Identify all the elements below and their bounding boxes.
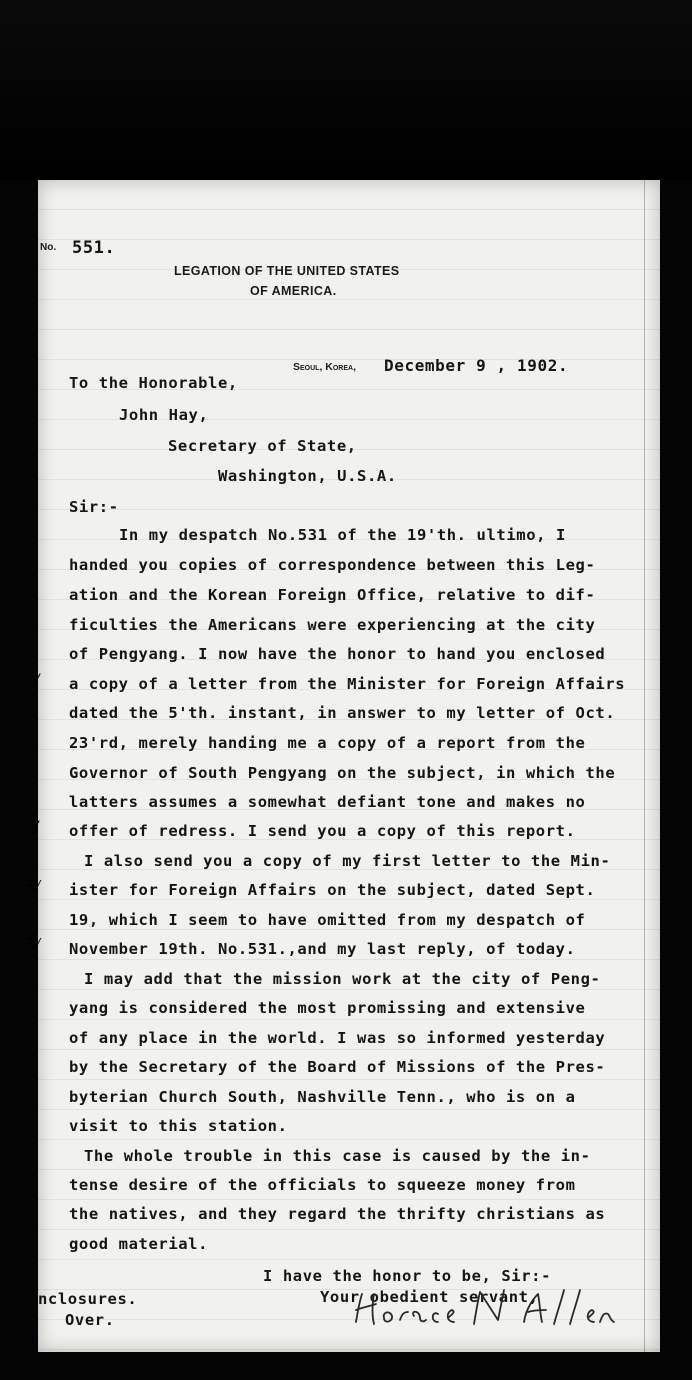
- body-line: by the Secretary of the Board of Missions of the Pres-: [69, 1058, 606, 1076]
- closing-line-1: I have the honor to be, Sir:-: [263, 1267, 552, 1285]
- body-line: the natives, and they regard the thrifty christians as: [69, 1205, 606, 1223]
- body-line: good material.: [69, 1235, 209, 1253]
- closing-line-2: Your obedient servant,: [320, 1288, 539, 1306]
- document-page: [38, 180, 660, 1352]
- legation-heading-line1: LEGATION OF THE UNITED STATES: [174, 264, 400, 278]
- body-line: dated the 5'th. instant, in answer to my letter of Oct.: [69, 704, 616, 722]
- right-margin-rule: [644, 180, 645, 1352]
- body-line: of Pengyang. I now have the honor to hand you enclosed: [69, 645, 606, 663]
- body-line: tense desire of the officials to squeeze money from: [69, 1176, 576, 1194]
- body-line: of any place in the world. I was so informed yesterday: [69, 1029, 606, 1047]
- margin-enclosure-mark: /: [33, 668, 40, 693]
- body-line: I also send you a copy of my first letter to the Min-: [84, 852, 611, 870]
- body-line: 19, which I seem to have omitted from my despatch of: [69, 911, 586, 929]
- handwritten-signature: [348, 1280, 618, 1340]
- film-border-top: [0, 0, 692, 180]
- body-line: 23'rd, merely handing me a copy of a report from the: [69, 734, 586, 752]
- body-line: yang is considered the most promissing and extensive: [69, 999, 586, 1017]
- over-label: Over.: [65, 1311, 115, 1329]
- margin-enclosure-mark: 5/: [26, 934, 41, 954]
- body-line: ister for Foreign Affairs on the subject, dated Sept.: [69, 881, 596, 899]
- enclosures-label: nclosures.: [38, 1290, 138, 1308]
- body-line: I may add that the mission work at the city of Peng-: [84, 970, 601, 988]
- body-line: latters assumes a somewhat defiant tone and makes no: [69, 793, 586, 811]
- body-line: ficulties the Americans were experiencing at the city: [69, 616, 596, 634]
- address-line-3: Secretary of State,: [168, 437, 357, 455]
- despatch-number-label: No.: [40, 242, 57, 253]
- body-line: In my despatch No.531 of the 19'th. ultimo, I: [119, 526, 566, 544]
- legation-heading-line2: OF AMERICA.: [250, 284, 337, 298]
- margin-enclosure-mark: /: [32, 815, 39, 840]
- letter-date: December 9 , 1902.: [384, 356, 569, 375]
- address-line-1: To the Honorable,: [69, 374, 238, 392]
- body-line: a copy of a letter from the Minister for Foreign Affairs: [69, 675, 626, 693]
- despatch-number: 551.: [72, 238, 116, 258]
- margin-enclosure-mark: 5/: [26, 876, 41, 896]
- body-line: ation and the Korean Foreign Office, relative to dif-: [69, 586, 596, 604]
- body-line: visit to this station.: [69, 1117, 288, 1135]
- body-line: byterian Church South, Nashville Tenn., who is on a: [69, 1088, 576, 1106]
- body-line: handed you copies of correspondence between this Leg-: [69, 556, 596, 574]
- letter-place: Seoul, Korea,: [293, 361, 357, 373]
- body-line: The whole trouble in this case is caused by the in-: [84, 1147, 591, 1165]
- body-line: offer of redress. I send you a copy of this report.: [69, 822, 576, 840]
- address-line-2: John Hay,: [119, 406, 209, 424]
- body-line: Governor of South Pengyang on the subject, in which the: [69, 764, 616, 782]
- address-line-4: Washington, U.S.A.: [218, 467, 397, 485]
- body-line: November 19th. No.531.,and my last reply, of today.: [69, 940, 576, 958]
- salutation: Sir:-: [69, 498, 119, 516]
